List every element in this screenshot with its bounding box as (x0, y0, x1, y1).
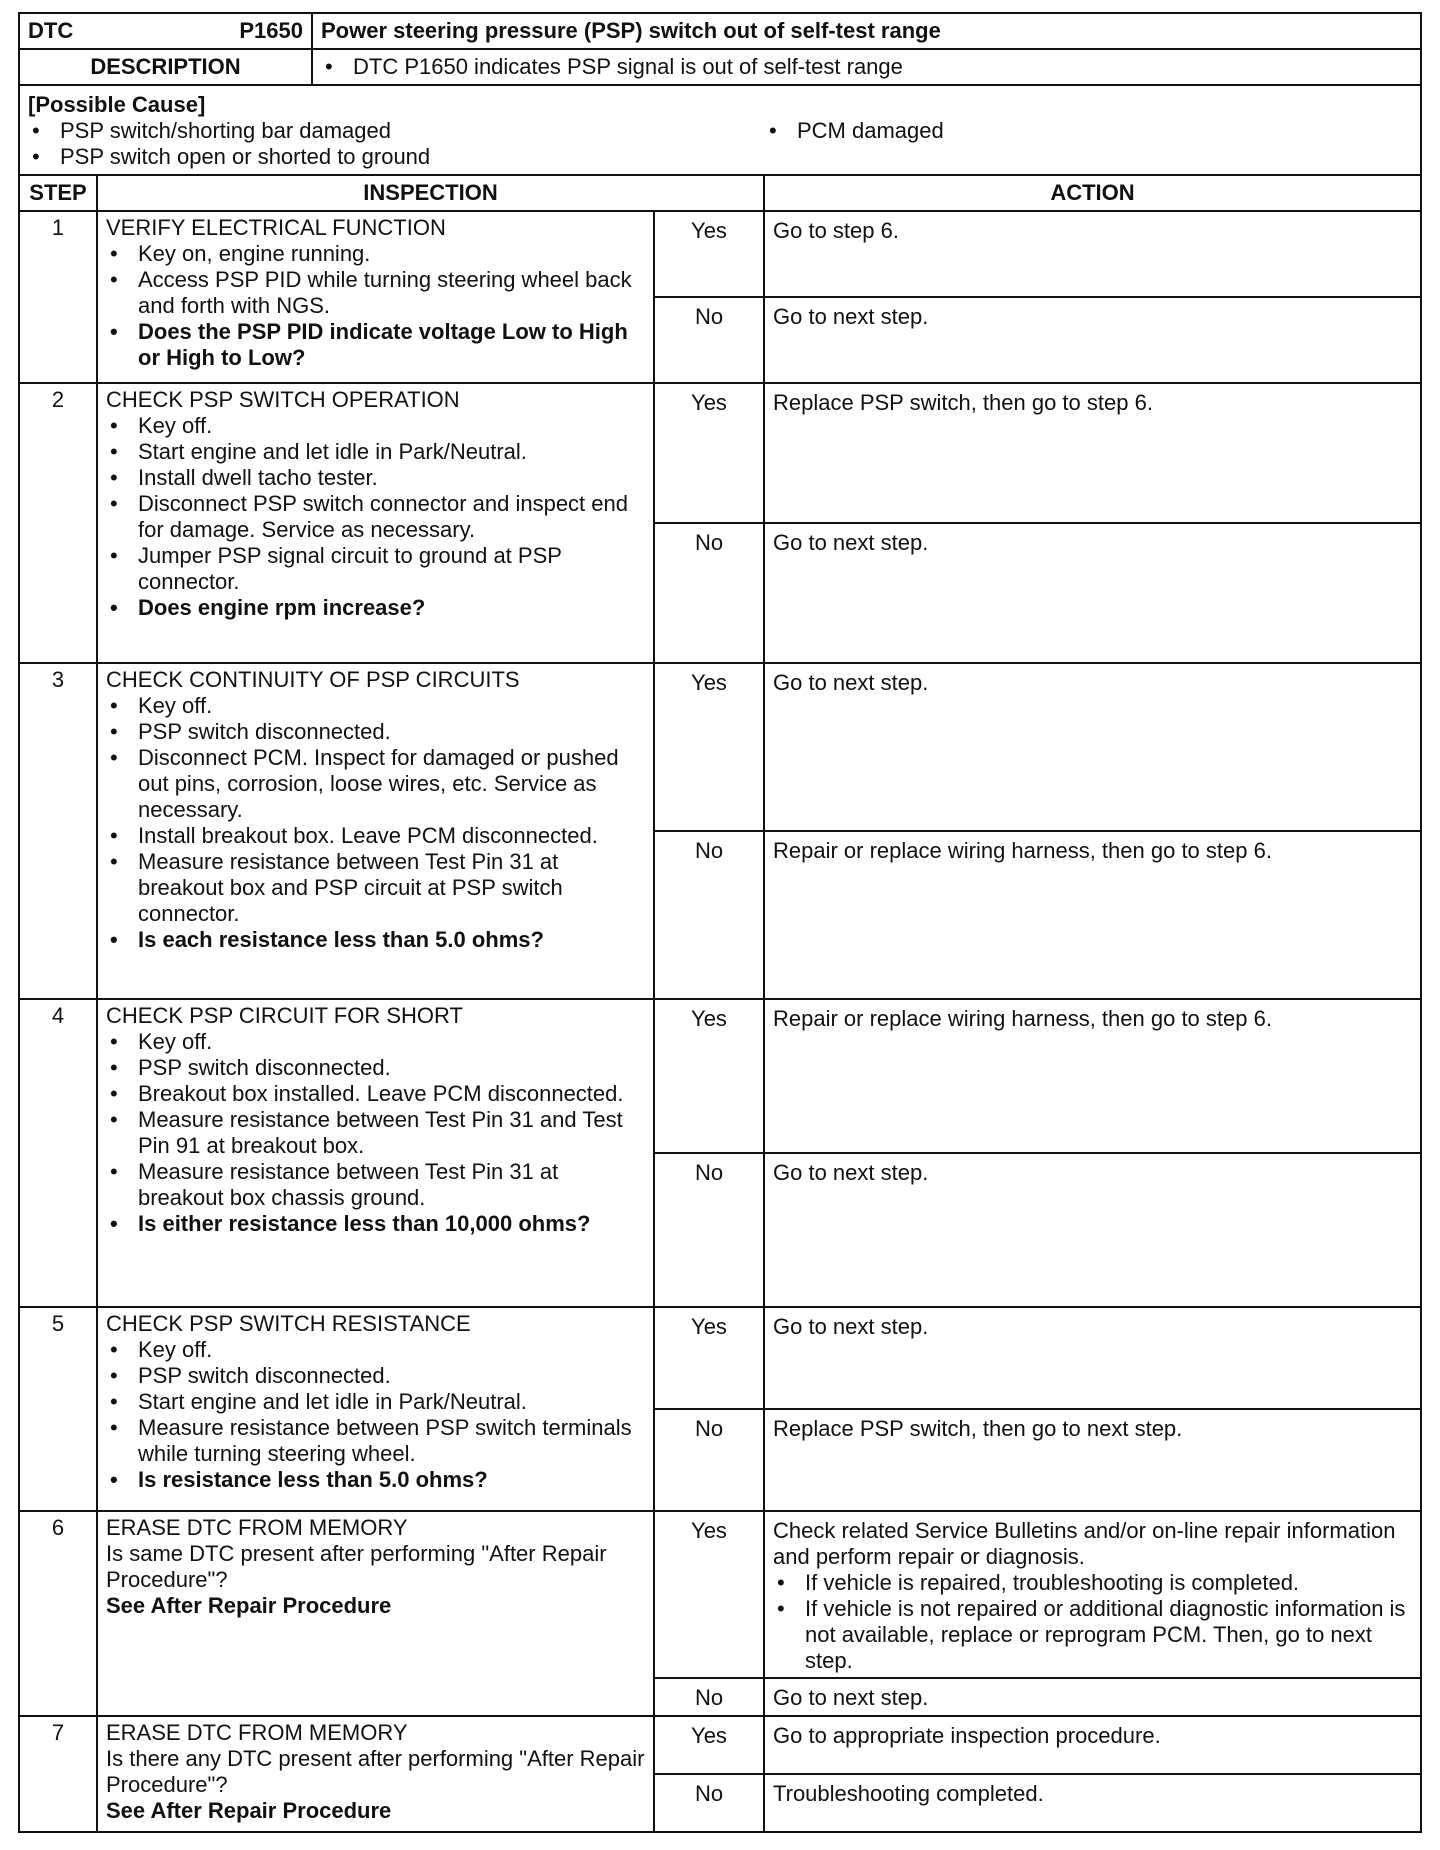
step-question: • Is each resistance less than 5.0 ohms? (128, 927, 645, 953)
step-bullet: • Install breakout box. Leave PCM disconnected. (128, 823, 645, 849)
col-action: ACTION (764, 175, 1421, 211)
see-procedure-link[interactable]: See After Repair Procedure (106, 1593, 392, 1618)
step-bullet: • PSP switch disconnected. (128, 719, 645, 745)
description-cell (312, 49, 1421, 85)
step-bullet: • Measure resistance between PSP switch terminals while turning steering wheel. (128, 1415, 645, 1467)
step-question: • Is either resistance less than 10,000 ohms? (128, 1211, 645, 1237)
possible-cause-item: • PCM damaged (787, 118, 944, 144)
step-bullet: • Install dwell tacho tester. (128, 465, 645, 491)
step-row (19, 1307, 1421, 1409)
step-inspection (97, 383, 654, 663)
yes-action-bullet: • If vehicle is not repaired or additional diagnostic information is not available, replace or reprogram PCM. Then, go to next step. (795, 1596, 1412, 1674)
step-bullet: • Key off. (128, 1337, 645, 1363)
step-title: CHECK PSP SWITCH OPERATION (106, 387, 460, 412)
step-number: 1 (19, 211, 97, 383)
step-number: 7 (19, 1716, 97, 1832)
step-bullet: • Measure resistance between Test Pin 31 and Test Pin 91 at breakout box. (128, 1107, 645, 1159)
no-action: Replace PSP switch, then go to next step. (764, 1409, 1421, 1511)
yes-label: Yes (654, 1307, 764, 1409)
step-title: CHECK CONTINUITY OF PSP CIRCUITS (106, 667, 520, 692)
step-inspection (97, 211, 654, 383)
dtc-label: DTC (28, 18, 74, 43)
header-row (19, 13, 1421, 49)
yes-action: Go to appropriate inspection procedure. (764, 1716, 1421, 1774)
step-number: 2 (19, 383, 97, 663)
yes-action: Replace PSP switch, then go to step 6. (764, 383, 1421, 523)
step-question: • Is resistance less than 5.0 ohms? (128, 1467, 645, 1493)
column-header-row (19, 175, 1421, 211)
step-title: CHECK PSP CIRCUIT FOR SHORT (106, 1003, 463, 1028)
yes-label: Yes (654, 1716, 764, 1774)
step-bullet: • Start engine and let idle in Park/Neutral. (128, 439, 645, 465)
no-action: Go to next step. (764, 1153, 1421, 1307)
possible-cause-item: • PSP switch/shorting bar damaged (50, 118, 765, 144)
step-question: • Does the PSP PID indicate voltage Low to High or High to Low? (128, 319, 645, 371)
dtc-code: P1650 (239, 18, 303, 43)
no-action: Repair or replace wiring harness, then go to step 6. (764, 831, 1421, 999)
step-row (19, 999, 1421, 1153)
step-row (19, 383, 1421, 523)
step-bullet: • Measure resistance between Test Pin 31 at breakout box chassis ground. (128, 1159, 645, 1211)
step-number: 4 (19, 999, 97, 1307)
step-bullet: • Disconnect PCM. Inspect for damaged or pushed out pins, corrosion, loose wires, etc. Service as necessary. (128, 745, 645, 823)
step-bullet: • Key on, engine running. (128, 241, 645, 267)
no-label: No (654, 523, 764, 663)
yes-action-text: Check related Service Bulletins and/or on-line repair information and perform repair or diagnosis. (773, 1518, 1396, 1569)
step-title: ERASE DTC FROM MEMORY (106, 1515, 408, 1540)
step-text: Is same DTC present after performing "After Repair Procedure"? (106, 1541, 607, 1592)
step-inspection (97, 1307, 654, 1511)
step-bullet: • PSP switch disconnected. (128, 1055, 645, 1081)
step-bullet: • Key off. (128, 693, 645, 719)
step-bullet: • Start engine and let idle in Park/Neutral. (128, 1389, 645, 1415)
no-action: Go to next step. (764, 1678, 1421, 1716)
no-label: No (654, 1774, 764, 1832)
step-bullet: • PSP switch disconnected. (128, 1363, 645, 1389)
step-text: Is there any DTC present after performing "After Repair Procedure"? (106, 1746, 645, 1797)
yes-label: Yes (654, 383, 764, 523)
step-question: • Does engine rpm increase? (128, 595, 645, 621)
step-title: CHECK PSP SWITCH RESISTANCE (106, 1311, 471, 1336)
yes-action (764, 1511, 1421, 1678)
step-inspection (97, 1716, 654, 1832)
possible-cause-label: [Possible Cause] (28, 92, 206, 117)
step-number: 5 (19, 1307, 97, 1511)
possible-cause-right (765, 118, 944, 170)
col-inspection: INSPECTION (97, 175, 764, 211)
step-bullet: • Measure resistance between Test Pin 31 at breakout box and PSP circuit at PSP switch connector. (128, 849, 645, 927)
yes-action: Go to next step. (764, 1307, 1421, 1409)
see-procedure-link[interactable]: See After Repair Procedure (106, 1798, 392, 1823)
yes-label: Yes (654, 999, 764, 1153)
yes-label: Yes (654, 1511, 764, 1678)
step-inspection (97, 999, 654, 1307)
step-bullet: • Key off. (128, 413, 645, 439)
step-row (19, 1511, 1421, 1678)
yes-action: Repair or replace wiring harness, then go to step 6. (764, 999, 1421, 1153)
step-row (19, 211, 1421, 297)
no-action: Go to next step. (764, 297, 1421, 383)
yes-label: Yes (654, 663, 764, 831)
step-title: ERASE DTC FROM MEMORY (106, 1720, 408, 1745)
step-bullet: • Breakout box installed. Leave PCM disconnected. (128, 1081, 645, 1107)
step-title: VERIFY ELECTRICAL FUNCTION (106, 215, 446, 240)
possible-cause-left (28, 118, 765, 170)
step-row (19, 663, 1421, 831)
dtc-code-cell (19, 13, 312, 49)
dtc-document (18, 12, 1420, 1833)
step-bullet: • Access PSP PID while turning steering wheel back and forth with NGS. (128, 267, 645, 319)
step-bullet: • Jumper PSP signal circuit to ground at PSP connector. (128, 543, 645, 595)
possible-cause-item: • PSP switch open or shorted to ground (50, 144, 765, 170)
description-row (19, 49, 1421, 85)
yes-action: Go to step 6. (764, 211, 1421, 297)
description-label: DESCRIPTION (19, 49, 312, 85)
possible-cause-cell (19, 85, 1421, 175)
yes-label: Yes (654, 211, 764, 297)
yes-action-bullet: • If vehicle is repaired, troubleshooting is completed. (795, 1570, 1412, 1596)
no-label: No (654, 1409, 764, 1511)
dtc-title: Power steering pressure (PSP) switch out of self-test range (312, 13, 1421, 49)
no-action: Troubleshooting completed. (764, 1774, 1421, 1832)
dtc-table (18, 12, 1422, 1833)
step-number: 6 (19, 1511, 97, 1716)
step-bullet: • Disconnect PSP switch connector and inspect end for damage. Service as necessary. (128, 491, 645, 543)
no-label: No (654, 831, 764, 999)
step-number: 3 (19, 663, 97, 999)
step-inspection (97, 1511, 654, 1716)
description-text: • DTC P1650 indicates PSP signal is out of self-test range (343, 54, 1412, 80)
yes-action: Go to next step. (764, 663, 1421, 831)
step-bullet: • Key off. (128, 1029, 645, 1055)
step-row (19, 1716, 1421, 1774)
step-inspection (97, 663, 654, 999)
col-step: STEP (19, 175, 97, 211)
possible-cause-row (19, 85, 1421, 175)
no-label: No (654, 297, 764, 383)
no-label: No (654, 1153, 764, 1307)
no-action: Go to next step. (764, 523, 1421, 663)
no-label: No (654, 1678, 764, 1716)
